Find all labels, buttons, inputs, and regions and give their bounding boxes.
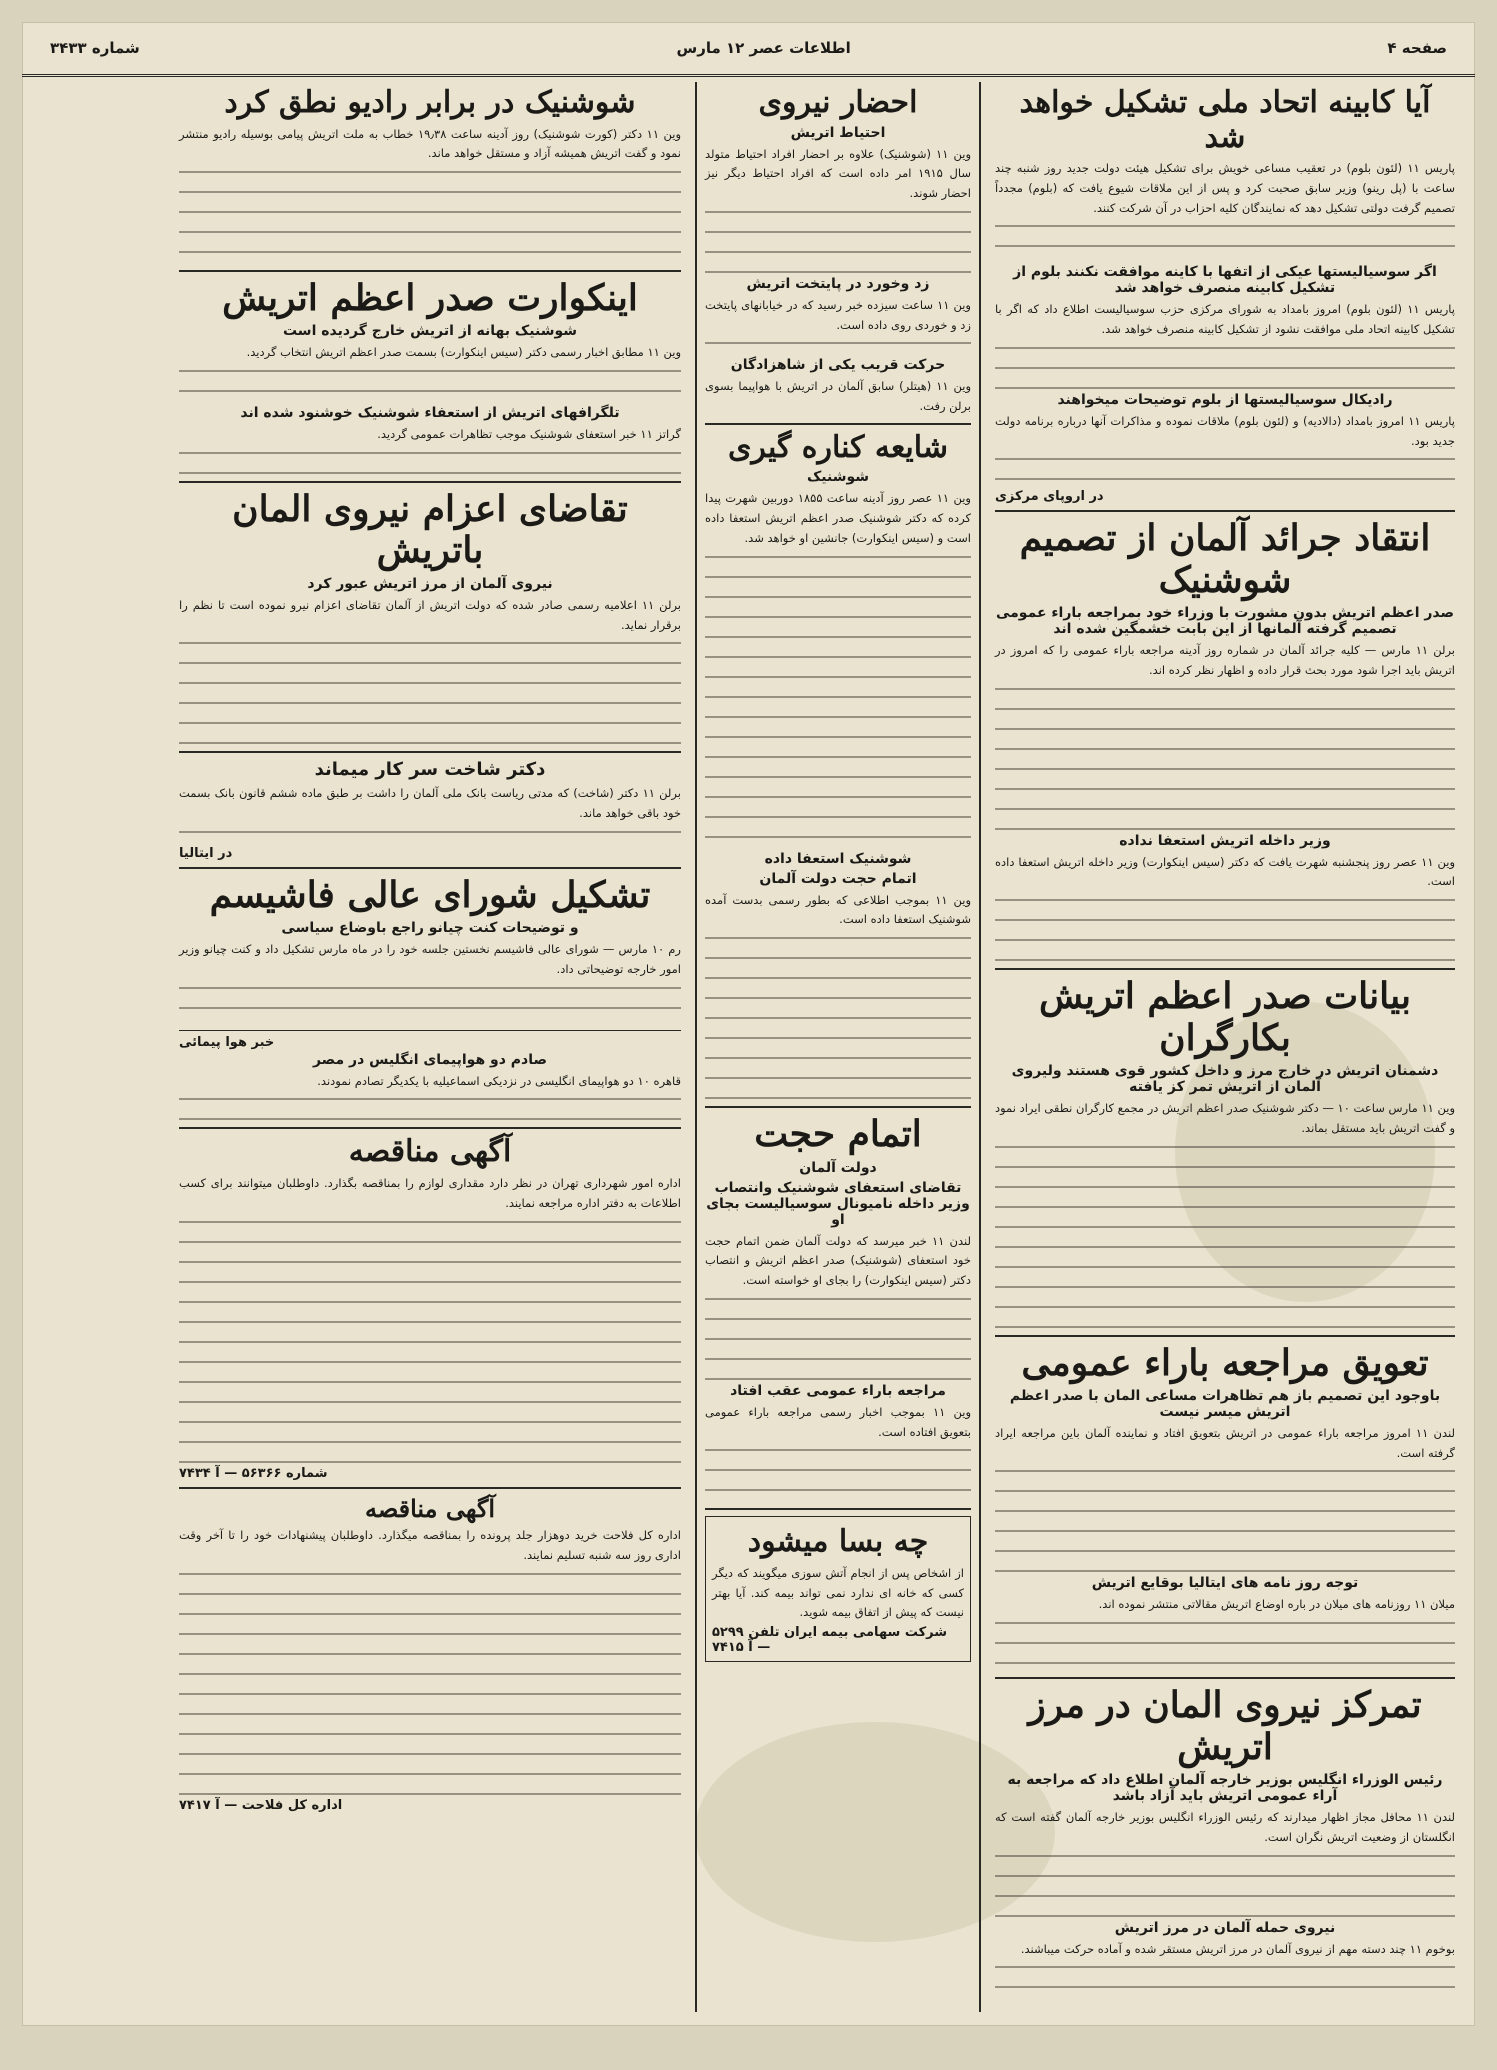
divider — [995, 1335, 1455, 1337]
divider — [705, 423, 971, 425]
divider — [179, 1030, 681, 1031]
divider — [179, 1487, 681, 1489]
text-lines — [705, 204, 971, 274]
ad-body: اداره کل فلاحت خرید دوهزار جلد پرونده را بمناقصه میگذارد. داوطلبان پیشنهادات خود را تا آخر وقت اداری روز سه شنبه تسلیم نمایند. — [179, 1528, 681, 1562]
subheadline: نیروی آلمان از مرز اتریش عبور کرد — [307, 575, 553, 592]
text-lines — [705, 930, 971, 1100]
text-lines — [705, 1442, 971, 1502]
text-lines — [995, 451, 1455, 487]
subheadline: صادم دو هواپیمای انگلیس در مصر — [312, 1051, 548, 1068]
text-lines — [995, 1959, 1455, 1999]
ad-footer: شماره ۵۶۳۶۶ — آ ۷۴۳۴ — [179, 1465, 328, 1481]
section-tag: خبر هوا پیمائی — [179, 1034, 275, 1050]
page-label: صفحه ۴ — [1387, 39, 1447, 57]
subheadline: دشمنان اتریش در خارج مرز و داخل کشور قوی هستند ولیروی آلمان از اتریش تمر کز یافته — [1011, 1062, 1439, 1095]
text-lines — [179, 445, 681, 475]
article-body: وین ۱۱ دکتر (کورت شوشنیک) روز آدینه ساعت ۱۹٫۳۸ خطاب به ملت اتریش پیامی بوسیله رادیو منتشر نمود و گفت اتریش همیشه آزاد و مستقل خواهد ماند. — [179, 126, 682, 161]
subheadline: اتمام حجت دولت آلمان — [759, 870, 917, 887]
text-lines — [179, 1214, 681, 1464]
ad-body: از اشخاص پس از انجام آتش سوزی میگویند که دیگر کسی که خانه ای ندارد نمی تواند بیمه کند. آیا بهتر نیست که پیش از اتفاق بیمه شوید. — [712, 1565, 964, 1620]
divider — [705, 1508, 971, 1510]
insurance-ad — [705, 1516, 971, 1662]
text-lines — [995, 681, 1455, 831]
text-lines — [179, 635, 681, 745]
text-lines — [179, 1091, 681, 1121]
headline-fascism: تشکیل شورای عالی فاشیسم — [209, 873, 651, 916]
column-middle — [695, 82, 981, 2012]
headline-insurance-ad: چه بسا میشود — [747, 1524, 929, 1560]
article-body: برلن ۱۱ مارس — کلیه جرائد آلمان در شماره روز آدینه مراجعه باراء عمومی را که امروز در اتریش باید اجرا شود مورد بحث قرار داده و اظهار نظر کرده اند. — [995, 643, 1455, 677]
article-body: لندن ۱۱ امروز مراجعه باراء عمومی در اتریش بتعویق افتاد و نماینده آلمان باین مراجعه ایراد گرفته است. — [995, 1425, 1455, 1460]
headline-ultimatum: اتمام حجت — [754, 1113, 922, 1156]
divider — [179, 270, 681, 272]
subheadline: رئیس الوزراء انگلیس بوزیر خارجه آلمان اطلاع داد که مراجعه به آراء عمومی اتریش باید آزاد باشد — [1007, 1771, 1443, 1804]
text-lines — [995, 1139, 1455, 1329]
subheadline: شوشنیک استعفا داده — [764, 850, 912, 867]
subheadline: زد وخورد در پایتخت اتریش — [746, 275, 930, 292]
subheadline: وزیر داخله اتریش استعفا نداده — [1119, 832, 1331, 849]
divider — [705, 1106, 971, 1108]
ad-body: اداره امور شهرداری تهران در نظر دارد مقداری لوازم را بمناقصه بگذارد. داوطلبان میتوانند برای کسب اطلاعات به دفتر اداره مراجعه نمایند. — [179, 1175, 681, 1210]
article-body: برلن ۱۱ اعلامیه رسمی صادر شده که دولت اتریش از آلمان تقاضای اعزام نیرو نموده است تا نظم را برقرار نماید. — [179, 597, 681, 632]
article-body: پاریس ۱۱ (لئون بلوم) امروز بامداد به شورای مرکزی حزب سوسیالیست اطلاع داد که اگر با تشکیل کابینه اتحاد ملی موافقت نشود از تشکیل کابینه منصرف خواهد شد. — [995, 302, 1455, 337]
tender-ad-2 — [179, 1495, 681, 1813]
text-lines — [179, 1566, 681, 1796]
ad-footer: اداره کل فلاحت — آ ۷۴۱۷ — [179, 1797, 343, 1813]
text-lines — [705, 1291, 971, 1381]
article-body: قاهره ۱۰ دو هواپیمای انگلیسی در نزدیکی اسماعیلیه با یکدیگر تصادم نمودند. — [317, 1073, 681, 1088]
article-resignation-rumor — [705, 431, 971, 1100]
article-body: رم ۱۰ مارس — شورای عالی فاشیسم نخستین جلسه خود را در ماه مارس تشکیل داد و کنت چیانو وزیر امور خارجه توضیحاتی داد. — [179, 942, 681, 976]
text-lines — [995, 892, 1455, 962]
subheadline: مراجعه باراء عمومی عقب افتاد — [730, 1382, 946, 1399]
text-lines — [995, 1615, 1455, 1671]
article-ultimatum — [705, 1114, 971, 1502]
article-body: پاریس ۱۱ امروز بامداد (دالادیه) و (لئون بلوم) ملاقات نموده و مذاکرات آنها درباره برنامه دولت جدید بود. — [995, 413, 1455, 448]
article-body: وین ۱۱ مارس ساعت ۱۰ — دکتر شوشنیک صدر اعظم اتریش در مجمع کارگران نطقی ایراد نمود و گفت اتریش باید مستقل بماند. — [995, 1100, 1455, 1135]
article-body: وین ۱۱ بموجب اخبار رسمی مراجعه باراء عمومی بتعویق افتاده است. — [705, 1404, 971, 1439]
subheadline: تقاضای استعفای شوشنیک وانتصاب وزیر داخله نامیونال سوسیالیست بجای او — [706, 1179, 970, 1228]
article-schacht — [179, 759, 681, 861]
article-cabinet — [995, 86, 1455, 258]
article-body: برلن ۱۱ دکتر (شاخت) که مدتی ریاست بانک ملی آلمان را داشت بر طبق ماده ششم قانون بانک بسمت خود باقی خواهد ماند. — [179, 786, 681, 821]
headline-inquart: اینکوارت صدر اعظم اتریش — [222, 277, 638, 320]
tender-ad-1 — [179, 1135, 681, 1480]
headline-resignation-rumor: شایعه کناره گیری — [727, 429, 949, 465]
article-body: وین ۱۱ (هیتلر) سابق آلمان در اتریش با هواپیما بسوی برلن رفت. — [705, 379, 971, 414]
column-right — [987, 82, 1463, 2012]
divider — [179, 751, 681, 753]
text-lines — [995, 340, 1455, 390]
article-mobilization — [705, 86, 971, 417]
subheadline: اگر سوسیالیستها عیکی از اتفها با کاینه موافقت نکنند بلوم از تشکیل کابینه منصرف خواهد شد — [1013, 264, 1437, 297]
article-workers — [995, 976, 1455, 1328]
subheadline: دکتر شاخت سر کار میماند — [314, 759, 546, 781]
subheadline: تلگرافهای اتریش از استعفاء شوشنیک خوشنود شده اند — [240, 405, 620, 422]
divider — [179, 1127, 681, 1129]
subheadline: رادیکال سوسیالیستها از بلوم توضیحات میخواهند — [1057, 391, 1393, 408]
article-body: وین ۱۱ عصر روز آدینه ساعت ۱۸۵۵ دوربین شهرت پیدا کرده که دکتر شوشنیک صدر اعظم اتریش استعفا داده است و (سیس اینکوارت) جانشین او خواهد شد. — [705, 491, 971, 545]
article-body: بوخوم ۱۱ چند دسته مهم از نیروی آلمان در مرز اتریش مستقر شده و آماده حرکت میباشند. — [1020, 1941, 1455, 1956]
article-body: میلان ۱۱ روزنامه های میلان در باره اوضاع اتریش مقالاتی منتشر نموده اند. — [1098, 1597, 1455, 1612]
article-socialists — [995, 264, 1455, 504]
divider — [995, 510, 1455, 512]
article-radio-speech — [179, 86, 681, 264]
headline-cabinet: آیا کابینه اتحاد ملی تشکیل خواهد شد — [1019, 85, 1431, 155]
headline-tender-ad: آگهی مناقصه — [364, 1493, 496, 1523]
paper-date: اطلاعات عصر ۱۲ مارس — [676, 39, 851, 57]
article-body: وین ۱۱ مطابق اخبار رسمی دکتر (سیس اینکوارت) بسمت صدر اعظم اتریش انتخاب گردید. — [246, 345, 681, 360]
article-body: وین ۱۱ عصر روز پنجشنبه شهرت یافت که دکتر (سیس اینکوارت) وزیر داخله اتریش استعفا داده است. — [995, 854, 1456, 889]
article-postponement — [995, 1343, 1455, 1672]
article-body: وین ۱۱ بموجب اطلاعی که بطور رسمی بدست آمده شوشنیک استعفا داده است. — [705, 892, 971, 927]
divider — [179, 481, 681, 483]
divider — [995, 968, 1455, 970]
text-lines — [179, 980, 681, 1026]
subheadline: نیروی حمله آلمان در مرز اتریش — [1114, 1919, 1336, 1936]
masthead — [22, 22, 1475, 77]
article-inquart — [179, 278, 681, 475]
headline-border: تمرکز نیروی المان در مرز اتریش — [1028, 1684, 1422, 1768]
headline-workers: بیانات صدر اعظم اتریش بکارگران — [1039, 975, 1411, 1059]
divider — [179, 867, 681, 869]
article-body: وین ۱۱ (شوشنیک) علاوه بر احضار افراد احتیاط متولد سال ۱۹۱۵ امر داده است که افراد احتیاط دیگر نیز احضار شوند. — [705, 146, 971, 201]
text-lines — [179, 824, 681, 844]
subheadline: شوشنیک بهانه از اتریش خارج گردیده است — [282, 323, 578, 340]
text-lines — [995, 1848, 1455, 1918]
text-lines — [705, 549, 971, 849]
subheadline: توجه روز نامه های ایتالیا بوقایع اتریش — [1091, 1575, 1359, 1592]
headline-tender-ad: آگهی مناقصه — [348, 1134, 512, 1170]
subheadline: شوشنیک — [806, 469, 870, 486]
article-body: پاریس ۱۱ (لئون بلوم) در تعقیب مساعی خویش برای تشکیل هیئت دولت جدید روز شنبه چند ساعت با (پل رینو) وزیر سابق صحبت کرد و پس از این ملاقات شیوع یافت که (بلوم) مجدداً تصمیم گرفت دولتی تشکیل دهد که نمایندگان کلیه احزاب در آن شرکت کنند. — [995, 161, 1456, 215]
text-lines — [995, 1463, 1455, 1573]
newspaper-page — [22, 22, 1475, 2026]
article-body: لندن ۱۱ محافل مجاز اظهار میدارند که رئیس الوزراء انگلیس بوزیر خارجه آلمان گفته است که انگلستان از وضعیت اتریش نگران است. — [995, 1809, 1455, 1844]
headline-german-troops: تقاضای اعزام نیروی المان باتریش — [232, 487, 628, 572]
text-lines — [179, 164, 681, 264]
section-tag: در اروپای مرکزی — [995, 489, 1104, 505]
article-german-press — [995, 518, 1455, 962]
headline-german-press: انتقاد جرائد آلمان از تصمیم شوشنیک — [1019, 517, 1431, 601]
text-lines — [179, 363, 681, 403]
article-body: لندن ۱۱ خبر میرسد که دولت آلمان ضمن اتمام حجت خود استعفای (شوشنیک) صدر اعظم اتریش و انتصاب دکتر (سیس اینکوارت) را بجای او خواسته است. — [705, 1233, 971, 1288]
headline-mobilization: احضار نیروی — [758, 85, 918, 120]
article-body: وین ۱۱ ساعت سیزده خبر رسید که در خیابانهای پایتخت زد و خوردی روی داده است. — [705, 297, 971, 332]
text-lines — [705, 335, 971, 355]
column-left — [171, 82, 689, 2012]
subheadline: احتیاط اتریش — [790, 124, 886, 141]
divider — [995, 1677, 1455, 1679]
section-tag: در ایتالیا — [179, 845, 233, 861]
article-german-troops — [179, 489, 681, 745]
subheadline: صدر اعظم اتریش بدون مشورت با وزراء خود بمراجعه باراء عمومی تصمیم گرفته آلمانها از این بابت خشمگین شده اند — [995, 605, 1455, 638]
subheadline: حرکت قریب یکی از شاهزادگان — [730, 357, 946, 374]
subheadline: دولت آلمان — [799, 1159, 877, 1176]
article-border — [995, 1685, 1455, 1999]
ad-footer: شرکت سهامی بیمه ایران تلفن ۵۲۹۹ — آ ۷۴۱۵ — [712, 1625, 948, 1656]
subheadline: و توضیحات کنت چیانو راجع باوضاع سیاسی — [281, 920, 579, 937]
article-body: گراتز ۱۱ خبر استعفای شوشنیک موجب تظاهرات عمومی گردید. — [377, 427, 681, 442]
headline-radio-speech: شوشنیک در برابر رادیو نطق کرد — [224, 85, 636, 120]
article-fascism — [179, 875, 681, 1122]
text-lines — [995, 218, 1455, 258]
issue-number: شماره ۳۴۳۳ — [50, 39, 140, 57]
headline-postponement: تعویق مراجعه باراء عمومی — [1021, 1341, 1429, 1384]
subheadline: باوجود این تصمیم باز هم تظاهرات مساعی المان با صدر اعظم اتریش میسر نیست — [1009, 1387, 1441, 1420]
